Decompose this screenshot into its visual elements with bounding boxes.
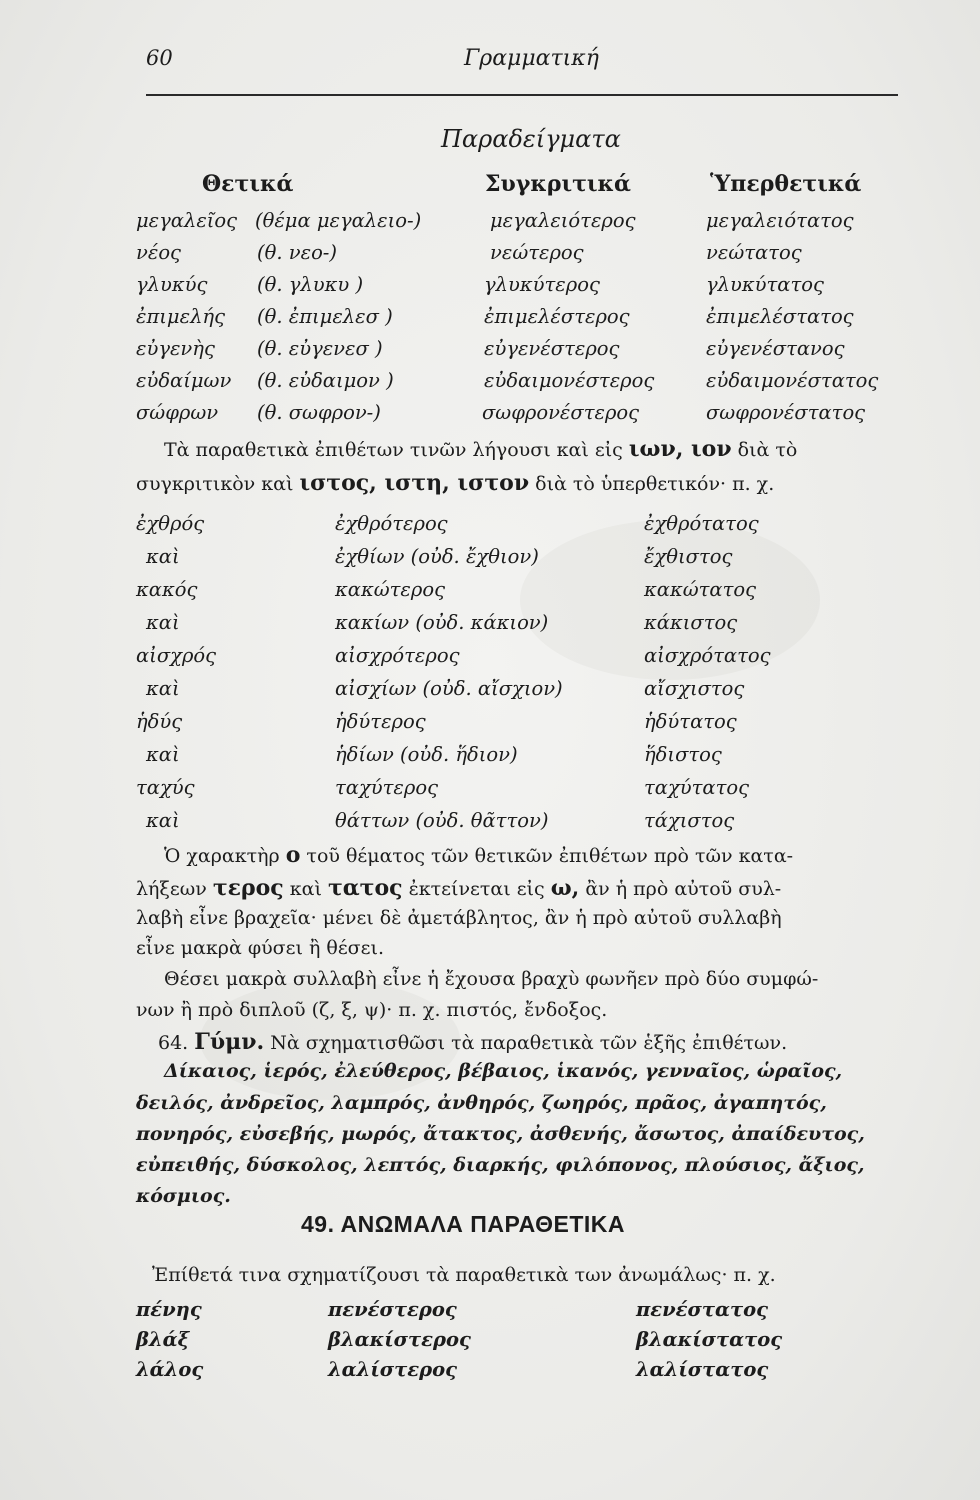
- superlative-form: αἰσχρότατος: [644, 644, 771, 667]
- superlative-form: πενέστατος: [636, 1298, 769, 1321]
- exercise-words: Δίκαιος, ἱερός, ἐλεύθερος, βέβαιος, ἱκανός, γενναῖος, ὡραῖος,: [164, 1060, 843, 1082]
- comparative-form: εὐδαιμονέστερος: [484, 369, 655, 392]
- superlative-form: μεγαλειότατος: [706, 209, 854, 232]
- positive-form: σώφρων: [136, 401, 219, 424]
- stem: (θ. σωφρον-): [257, 401, 381, 424]
- page-number: 60: [146, 46, 173, 70]
- example-row: [0, 337, 980, 369]
- comparison-row: [0, 1328, 980, 1360]
- column-header-superlative: Ὑπερθετικά: [710, 171, 862, 197]
- superlative-form: νεώτατος: [706, 241, 802, 264]
- positive-form: βλάξ: [136, 1328, 190, 1351]
- text: τοῦ θέματος τῶν θετικῶν ἐπιθέτων πρὸ τῶν κατα-: [300, 845, 794, 867]
- stem: (θ. γλυκυ ): [257, 273, 364, 296]
- positive-form: καὶ: [146, 545, 180, 568]
- comparative-form: βλακίστερος: [328, 1328, 471, 1351]
- positive-form: εὐδαίμων: [136, 369, 232, 392]
- comparative-form: κακίων (οὐδ. κάκιον): [335, 611, 549, 634]
- comparison-row: [0, 710, 980, 743]
- ending-bold: ιστος, ιστη, ιστον: [299, 470, 530, 496]
- comparative-form: λαλίστερος: [328, 1358, 457, 1381]
- text: λήξεων: [136, 878, 213, 900]
- section-heading: 49. ΑΝΩΜΑΛΑ ΠΑΡΑΘΕΤΙΚΑ: [301, 1211, 626, 1237]
- ending-bold: ιων, ιον: [628, 436, 732, 462]
- comparative-form: θάττων (οὐδ. θᾶττον): [335, 809, 549, 832]
- comparative-form: ταχύτερος: [335, 776, 439, 799]
- text: διὰ τὸ: [731, 439, 798, 461]
- positive-form: ταχύς: [136, 776, 195, 799]
- superlative-form: λαλίστατος: [636, 1358, 769, 1381]
- superlative-form: ἔχθιστος: [644, 545, 733, 568]
- exercise-label: Γύμν.: [194, 1029, 265, 1055]
- positive-form: ἡδύς: [136, 710, 183, 733]
- positive-form: πένης: [136, 1298, 202, 1321]
- positive-form: καὶ: [146, 677, 180, 700]
- exercise-words: εὐπειθής, δύσκολος, λεπτός, διαρκής, φιλόπονος, πλούσιος, ἄξιος,: [136, 1154, 865, 1176]
- example-row: [0, 369, 980, 401]
- comparative-form: ἐπιμελέστερος: [484, 305, 630, 328]
- column-header-comparative: Συγκριτικά: [485, 171, 631, 197]
- ending-bold: ο: [285, 842, 301, 868]
- header-rule: [146, 94, 898, 96]
- paragraph-line: λαβὴ εἶνε βραχεῖα· μένει δὲ ἀμετάβλητος, ἂν ἡ πρὸ αὐτοῦ συλλαβὴ: [136, 907, 782, 929]
- section-intro: Ἐπίθετά τινα σχηματίζουσι τὰ παραθετικὰ των ἀνωμάλως· π. χ.: [152, 1264, 776, 1286]
- stem: (θ. εὐγενεσ ): [257, 337, 383, 360]
- superlative-form: αἴσχιστος: [644, 677, 745, 700]
- superlative-form: εὐδαιμονέστατος: [706, 369, 879, 392]
- stem: (θ. εὐδαιμον ): [257, 369, 394, 392]
- superlative-form: κάκιστος: [644, 611, 738, 634]
- superlative-form: βλακίστατος: [636, 1328, 783, 1351]
- exercise-words: δειλός, ἀνδρεῖος, λαμπρός, ἀνθηρός, ζωηρός, πρᾶος, ἀγαπητός,: [136, 1092, 827, 1114]
- exercise-heading: [158, 1029, 787, 1055]
- text: συγκριτικὸν καὶ: [136, 473, 300, 495]
- superlative-form: ἐχθρότατος: [644, 512, 759, 535]
- positive-form: εὐγενὴς: [136, 337, 215, 360]
- positive-form: κακός: [136, 578, 198, 601]
- exercise-words: κόσμιος.: [136, 1185, 231, 1207]
- superlative-form: σωφρονέστατος: [706, 401, 866, 424]
- example-row: [0, 209, 980, 241]
- comparison-row: [0, 809, 980, 842]
- superlative-form: ἥδιστος: [644, 743, 722, 766]
- example-row: [0, 401, 980, 433]
- text: Ὁ χαρακτὴρ: [164, 845, 286, 867]
- comparative-form: ἐχθίων (οὐδ. ἔχθιον): [335, 545, 539, 568]
- comparative-form: σωφρονέστερος: [482, 401, 640, 424]
- comparison-row: [0, 743, 980, 776]
- text: καὶ: [283, 878, 328, 900]
- paragraph-line: Θέσει μακρὰ συλλαβὴ εἶνε ἡ ἔχουσα βραχὺ φωνῆεν πρὸ δύο συμφώ-: [164, 968, 819, 990]
- comparative-form: γλυκύτερος: [484, 273, 600, 296]
- paragraph-line: νων ἢ πρὸ διπλοῦ (ζ, ξ, ψ)· π. χ. πιστός, ἔνδοξος.: [136, 999, 608, 1021]
- paragraph-line: [164, 436, 797, 462]
- superlative-form: γλυκύτατος: [706, 273, 824, 296]
- paragraph-line: [164, 842, 793, 868]
- ending-bold: ω,: [550, 875, 580, 901]
- positive-form: καὶ: [146, 743, 180, 766]
- comparative-form: κακώτερος: [335, 578, 446, 601]
- example-row: [0, 273, 980, 305]
- example-row: [0, 241, 980, 273]
- comparison-row: [0, 512, 980, 545]
- superlative-form: ταχύτατος: [644, 776, 750, 799]
- comparison-row: [0, 776, 980, 809]
- comparison-row: [0, 644, 980, 677]
- positive-form: καὶ: [146, 611, 180, 634]
- paragraph-line: εἶνε μακρὰ φύσει ἢ θέσει.: [136, 937, 384, 959]
- superlative-form: τάχιστος: [644, 809, 735, 832]
- comparison-row: [0, 1358, 980, 1390]
- positive-form: ἐχθρός: [136, 512, 205, 535]
- examples-title: Παραδείγματα: [441, 125, 621, 153]
- comparison-row: [0, 677, 980, 710]
- exercise-instruction: Νὰ σχηματισθῶσι τὰ παραθετικὰ τῶν ἑξῆς ἐπιθέτων.: [270, 1032, 788, 1054]
- text: ἐκτείνεται εἰς: [402, 878, 551, 900]
- ending-bold: τατος: [327, 875, 403, 901]
- comparative-form: ἡδίων (οὐδ. ἥδιον): [335, 743, 518, 766]
- comparative-form: πενέστερος: [328, 1298, 457, 1321]
- comparative-form: αἰσχίων (οὐδ. αἴσχιον): [335, 677, 563, 700]
- comparison-row: [0, 1298, 980, 1330]
- positive-form: μεγαλεῖος: [136, 209, 238, 232]
- paragraph-line: [136, 875, 781, 901]
- comparative-form: μεγαλειότερος: [490, 209, 636, 232]
- comparison-row: [0, 611, 980, 644]
- positive-form: καὶ: [146, 809, 180, 832]
- column-header-positive: Θετικά: [202, 171, 294, 197]
- comparison-row: [0, 578, 980, 611]
- text: διὰ τὸ ὑπερθετικόν· π. χ.: [529, 473, 775, 495]
- positive-form: γλυκύς: [136, 273, 208, 296]
- superlative-form: κακώτατος: [644, 578, 757, 601]
- example-row: [0, 305, 980, 337]
- comparative-form: εὐγενέστερος: [484, 337, 620, 360]
- text: ἂν ἡ πρὸ αὐτοῦ συλ-: [579, 878, 782, 900]
- comparative-form: ἐχθρότερος: [335, 512, 448, 535]
- superlative-form: εὐγενέστανος: [706, 337, 845, 360]
- comparative-form: ἡδύτερος: [335, 710, 426, 733]
- running-title: Γραμματική: [464, 46, 599, 71]
- superlative-form: ἐπιμελέστατος: [706, 305, 854, 328]
- positive-form: αἰσχρός: [136, 644, 217, 667]
- exercise-number: 64.: [158, 1032, 189, 1054]
- comparison-row: [0, 545, 980, 578]
- ending-bold: τερος: [212, 875, 284, 901]
- stem: (θ. νεο-): [257, 241, 337, 264]
- comparative-form: νεώτερος: [490, 241, 584, 264]
- comparative-form: αἰσχρότερος: [335, 644, 460, 667]
- positive-form: λάλος: [136, 1358, 204, 1381]
- superlative-form: ἡδύτατος: [644, 710, 737, 733]
- exercise-words: πονηρός, εὐσεβής, μωρός, ἄτακτος, ἀσθενής, ἄσωτος, ἀπαίδευτος,: [136, 1123, 865, 1145]
- text: Τὰ παραθετικὰ ἐπιθέτων τινῶν λήγουσι καὶ εἰς: [164, 439, 629, 461]
- stem: (θέμα μεγαλειο-): [255, 209, 422, 232]
- positive-form: ἐπιμελής: [136, 305, 226, 328]
- paragraph-line: [136, 470, 774, 496]
- positive-form: νέος: [136, 241, 181, 264]
- stem: (θ. ἐπιμελεσ ): [257, 305, 393, 328]
